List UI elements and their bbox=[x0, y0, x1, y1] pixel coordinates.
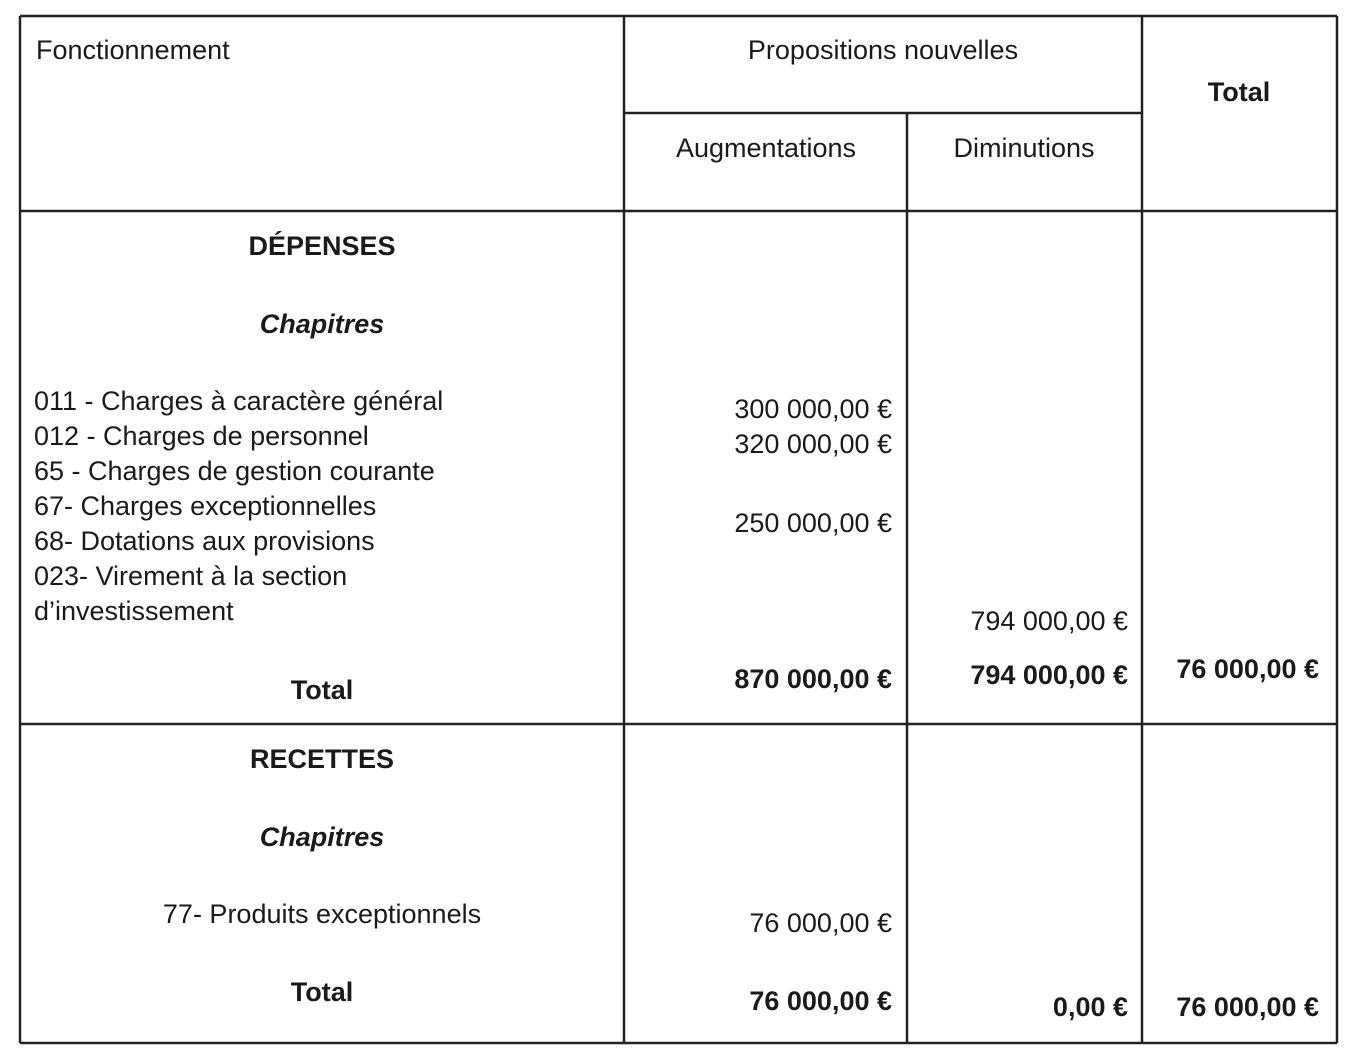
recettes-total-label: Total bbox=[290, 977, 354, 1007]
depenses-total-increase: 870 000,00 € bbox=[734, 664, 892, 694]
recettes-title: RECETTES bbox=[249, 744, 395, 774]
group-header-propositions: Propositions nouvelles bbox=[747, 35, 1019, 65]
column-header-total: Total bbox=[1207, 77, 1271, 107]
chapter-label: 012 - Charges de personnel bbox=[34, 421, 369, 451]
chapter-label: 67- Charges exceptionnelles bbox=[34, 491, 377, 521]
increase-value: 76 000,00 € bbox=[749, 908, 892, 938]
increase-value: 320 000,00 € bbox=[734, 429, 892, 459]
chapter-label: 68- Dotations aux provisions bbox=[34, 526, 375, 556]
chapter-label: 023- Virement à la section bbox=[34, 561, 348, 591]
column-header-augmentations: Augmentations bbox=[675, 133, 857, 163]
depenses-total: 76 000,00 € bbox=[1176, 654, 1319, 684]
recettes-total-increase: 76 000,00 € bbox=[749, 986, 892, 1016]
column-header-diminutions: Diminutions bbox=[953, 133, 1095, 163]
section-label: Fonctionnement bbox=[36, 35, 230, 65]
recettes-subtitle: Chapitres bbox=[259, 822, 385, 852]
decrease-value: 794 000,00 € bbox=[970, 606, 1128, 636]
depenses-total-label: Total bbox=[290, 675, 354, 705]
increase-value: 250 000,00 € bbox=[734, 508, 892, 538]
chapter-label: 011 - Charges à caractère général bbox=[34, 386, 444, 416]
chapter-label: 77- Produits exceptionnels bbox=[162, 899, 482, 929]
depenses-total-decrease: 794 000,00 € bbox=[970, 660, 1128, 690]
recettes-total: 76 000,00 € bbox=[1176, 992, 1319, 1022]
chapter-label-continued: d’investissement bbox=[34, 596, 234, 626]
recettes-total-decrease: 0,00 € bbox=[1052, 992, 1128, 1022]
chapter-label: 65 - Charges de gestion courante bbox=[34, 456, 435, 486]
depenses-subtitle: Chapitres bbox=[259, 309, 385, 339]
increase-value: 300 000,00 € bbox=[734, 394, 892, 424]
depenses-title: DÉPENSES bbox=[248, 231, 396, 261]
